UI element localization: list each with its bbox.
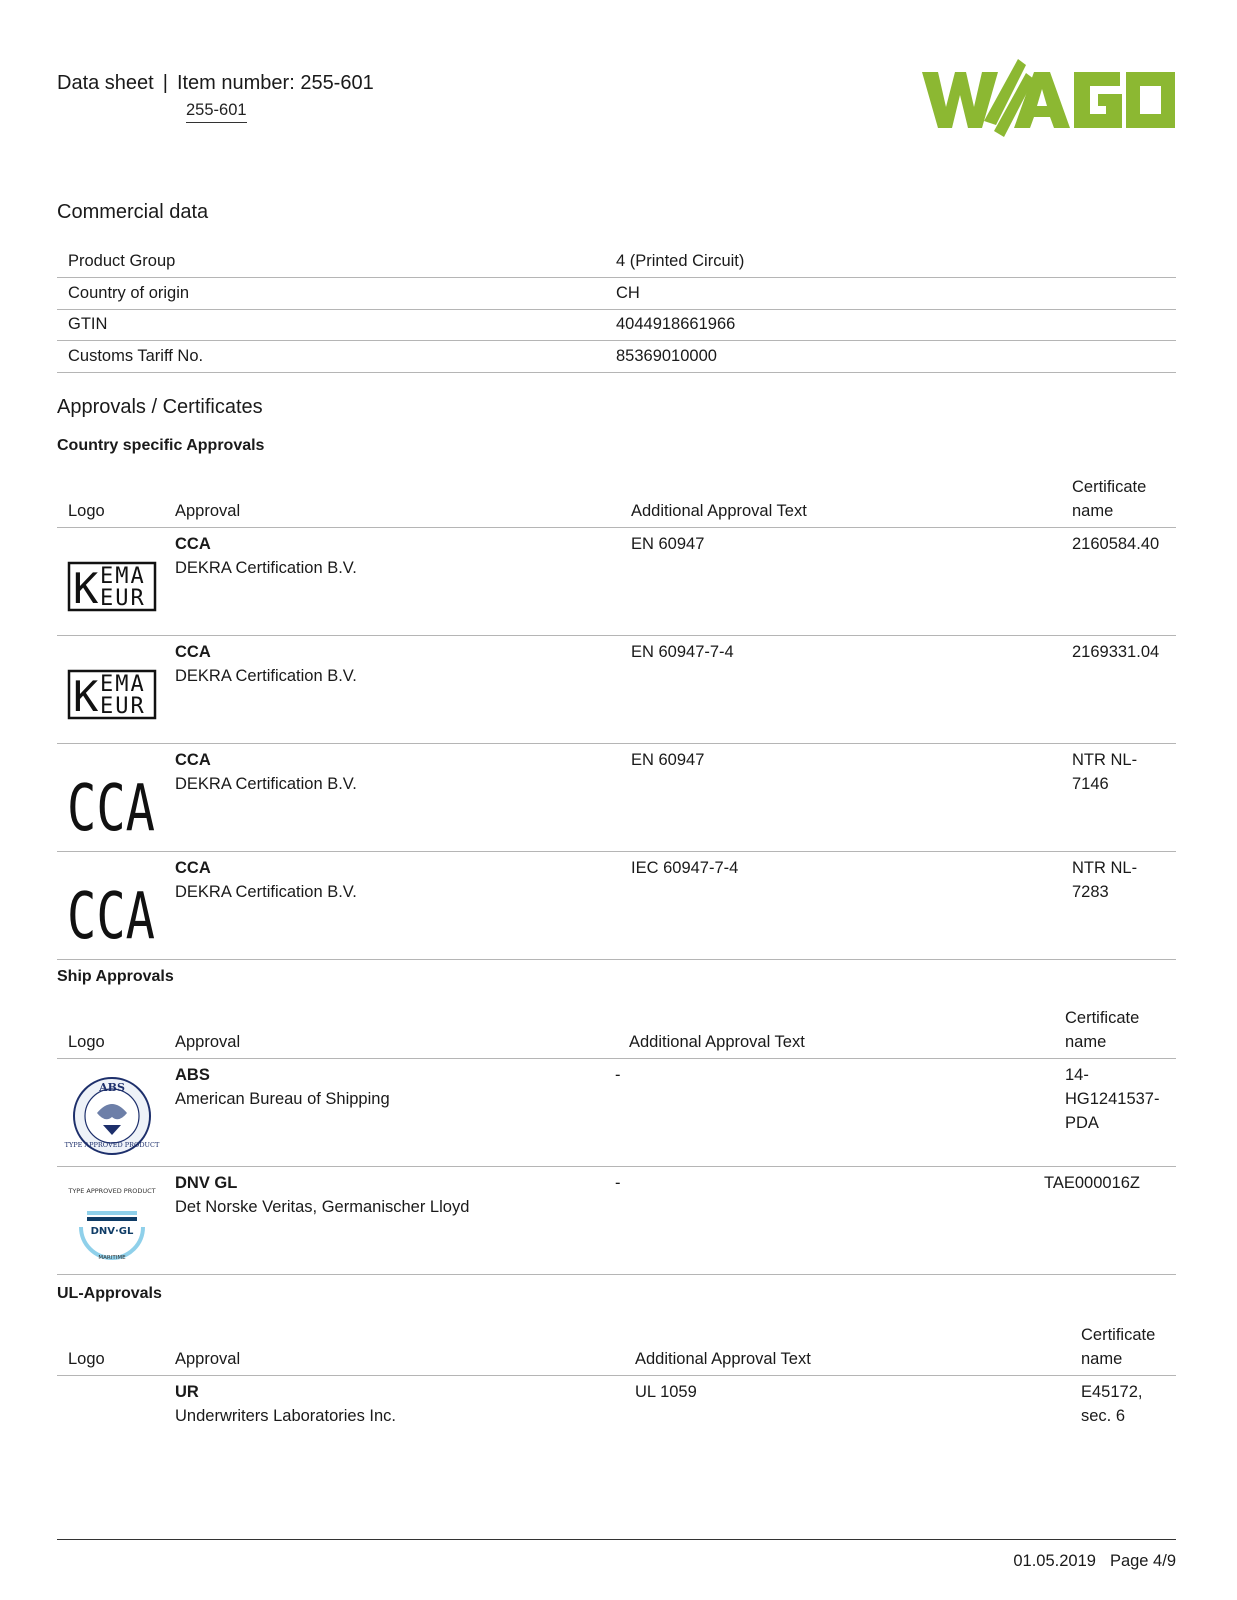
kema-eur-logo-icon bbox=[67, 542, 157, 624]
footer-date: 01.05.2019 bbox=[1013, 1552, 1096, 1570]
item-number: Item number: 255-601 bbox=[176, 72, 374, 94]
col-additional-text: Additional Approval Text bbox=[629, 1033, 805, 1051]
row-value: 4044918661966 bbox=[616, 309, 1176, 341]
svg-text:K: K bbox=[73, 564, 99, 613]
row-value: CH bbox=[616, 278, 1176, 310]
certificate-cell: 2160584.40 bbox=[1072, 535, 1160, 553]
table-row bbox=[57, 246, 1176, 278]
col-certificate: Certificate name bbox=[1081, 1326, 1156, 1368]
table-row bbox=[57, 278, 1176, 310]
row-key: GTIN bbox=[57, 309, 616, 341]
additional-text-cell: IEC 60947-7-4 bbox=[631, 859, 739, 877]
table-header bbox=[57, 462, 1176, 528]
country-approvals-heading: Country specific Approvals bbox=[57, 437, 265, 454]
cca-logo-icon bbox=[67, 758, 157, 846]
dnv-gl-logo-icon bbox=[67, 1181, 157, 1263]
ul-approvals-heading: UL-Approvals bbox=[57, 1285, 162, 1302]
table-row bbox=[57, 528, 1176, 636]
col-certificate: Certificate name bbox=[1072, 478, 1147, 520]
additional-text-cell: UL 1059 bbox=[635, 1383, 697, 1401]
ship-approvals-heading: Ship Approvals bbox=[57, 968, 174, 985]
certificate-cell: E45172, sec. 6 bbox=[1081, 1383, 1143, 1425]
additional-text-cell: - bbox=[615, 1174, 621, 1192]
col-approval: Approval bbox=[175, 1033, 241, 1051]
table-row bbox=[57, 1167, 1176, 1275]
approval-cell: CCA DEKRA Certification B.V. bbox=[175, 643, 357, 685]
table-header bbox=[57, 1310, 1176, 1376]
page-title bbox=[57, 72, 374, 95]
item-subtitle-link[interactable]: 255-601 bbox=[186, 101, 247, 123]
ship-approvals-table bbox=[57, 993, 1176, 1275]
commercial-data-table bbox=[57, 246, 1176, 373]
certificate-cell: 2169331.04 bbox=[1072, 643, 1160, 661]
cca-logo-icon bbox=[67, 866, 157, 954]
table-row bbox=[57, 852, 1176, 960]
doc-label: Data sheet bbox=[57, 72, 154, 94]
svg-text:EMA: EMA bbox=[100, 672, 146, 697]
certificate-cell: NTR NL- 7283 bbox=[1072, 859, 1138, 901]
svg-text:CCA: CCA bbox=[67, 880, 155, 954]
additional-text-cell: EN 60947-7-4 bbox=[631, 643, 734, 661]
certificate-cell: NTR NL- 7146 bbox=[1072, 751, 1138, 793]
certificate-cell: 14- HG1241537- PDA bbox=[1065, 1066, 1160, 1132]
approvals-heading: Approvals / Certificates bbox=[57, 396, 263, 418]
svg-text:MARITIME: MARITIME bbox=[98, 1255, 126, 1261]
certificate-cell: TAE000016Z bbox=[1044, 1174, 1141, 1192]
approval-cell: UR Underwriters Laboratories Inc. bbox=[175, 1383, 397, 1425]
row-value: 85369010000 bbox=[616, 341, 1176, 373]
col-logo: Logo bbox=[68, 502, 105, 520]
table-row bbox=[57, 636, 1176, 744]
svg-text:K: K bbox=[73, 672, 99, 721]
table-row bbox=[57, 1059, 1176, 1167]
page-footer bbox=[1013, 1552, 1176, 1571]
table-row bbox=[57, 744, 1176, 852]
approval-cell: CCA DEKRA Certification B.V. bbox=[175, 859, 357, 901]
svg-text:TYPE APPROVED PRODUCT: TYPE APPROVED PRODUCT bbox=[64, 1141, 160, 1149]
svg-text:ABS: ABS bbox=[99, 1081, 125, 1094]
additional-text-cell: - bbox=[615, 1066, 621, 1084]
approval-cell: ABS American Bureau of Shipping bbox=[175, 1066, 390, 1108]
table-row bbox=[57, 341, 1176, 373]
row-key: Product Group bbox=[57, 246, 616, 278]
abs-seal-icon bbox=[64, 1073, 160, 1155]
title-separator: | bbox=[162, 72, 168, 94]
table-row bbox=[57, 1376, 1176, 1484]
row-key: Customs Tariff No. bbox=[57, 341, 616, 373]
approval-cell: CCA DEKRA Certification B.V. bbox=[175, 535, 357, 577]
commercial-data-heading: Commercial data bbox=[57, 201, 209, 223]
col-logo: Logo bbox=[68, 1033, 105, 1051]
footer-divider bbox=[57, 1539, 1176, 1540]
additional-text-cell: EN 60947 bbox=[631, 535, 705, 553]
table-header bbox=[57, 993, 1176, 1059]
row-value: 4 (Printed Circuit) bbox=[616, 246, 1176, 278]
additional-text-cell: EN 60947 bbox=[631, 751, 705, 769]
approval-cell: DNV GL Det Norske Veritas, Germanischer Lloyd bbox=[175, 1174, 470, 1216]
col-additional-text: Additional Approval Text bbox=[631, 502, 807, 520]
col-approval: Approval bbox=[175, 1350, 241, 1368]
row-key: Country of origin bbox=[57, 278, 616, 310]
approval-cell: CCA DEKRA Certification B.V. bbox=[175, 751, 357, 793]
svg-text:DNV·GL: DNV·GL bbox=[90, 1226, 134, 1237]
wago-logo bbox=[922, 59, 1175, 143]
ul-approvals-table bbox=[57, 1310, 1176, 1484]
country-approvals-table bbox=[57, 462, 1176, 960]
svg-text:EMA: EMA bbox=[100, 564, 146, 589]
table-row bbox=[57, 309, 1176, 341]
svg-text:TYPE APPROVED PRODUCT: TYPE APPROVED PRODUCT bbox=[68, 1187, 156, 1195]
kema-eur-logo-icon bbox=[67, 650, 157, 732]
col-approval: Approval bbox=[175, 502, 241, 520]
page-number: Page 4/9 bbox=[1109, 1552, 1176, 1570]
svg-text:EUR: EUR bbox=[100, 586, 146, 611]
col-additional-text: Additional Approval Text bbox=[635, 1350, 811, 1368]
svg-text:CCA: CCA bbox=[67, 772, 155, 846]
col-certificate: Certificate name bbox=[1065, 1009, 1140, 1051]
svg-text:EUR: EUR bbox=[100, 694, 146, 719]
col-logo: Logo bbox=[68, 1350, 105, 1368]
